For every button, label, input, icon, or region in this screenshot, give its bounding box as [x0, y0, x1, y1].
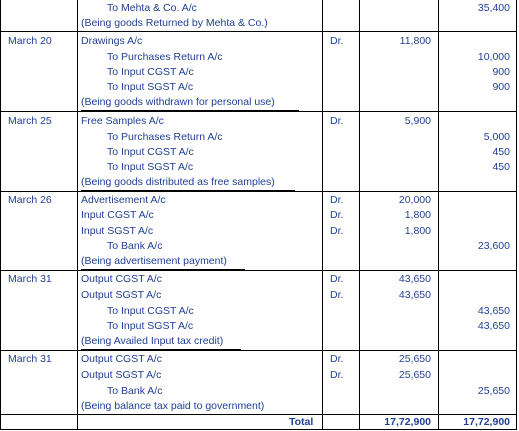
journal-entry	[1, 0, 516, 32]
narration-text: (Being goods withdrawn for personal use)	[81, 95, 299, 111]
journal-entry	[1, 271, 516, 351]
narration-text: (Being Availed Input tax credit)	[81, 334, 241, 350]
narration-text: (Being goods distributed as free samples)	[81, 175, 295, 191]
dr-marker: Dr.	[330, 353, 344, 365]
entry-date: March 31	[8, 353, 52, 365]
particular-text: Free Samples A/c	[81, 115, 164, 127]
debit-amount: 43,650	[398, 273, 431, 285]
particular-text: To Purchases Return A/c	[107, 51, 223, 63]
debit-amount: 43,650	[398, 289, 431, 301]
dr-marker: Dr.	[330, 273, 344, 285]
dr-marker: Dr.	[330, 35, 344, 47]
particular-text: To Input CGST A/c	[107, 146, 194, 158]
credit-amount: 43,650	[477, 320, 510, 332]
narration-text: (Being balance tax paid to government)	[81, 400, 265, 412]
particular-text: Output CGST A/c	[81, 353, 162, 365]
credit-amount: 23,600	[477, 240, 510, 252]
entry-date: March 20	[8, 35, 52, 47]
debit-amount: 5,900	[404, 115, 431, 127]
particular-text: Advertisement A/c	[81, 194, 166, 206]
particular-text: To Input CGST A/c	[107, 66, 194, 78]
credit-amount: 43,650	[477, 305, 510, 317]
credit-amount: 900	[492, 81, 510, 93]
dr-marker: Dr.	[330, 194, 344, 206]
debit-amount: 11,800	[399, 35, 431, 47]
particular-text: To Input SGST A/c	[107, 81, 194, 93]
journal-entry	[1, 112, 516, 192]
particular-text: Input CGST A/c	[81, 209, 154, 221]
credit-amount: 35,400	[477, 2, 510, 14]
entry-date: March 26	[8, 194, 52, 206]
debit-amount: 25,650	[398, 353, 431, 365]
particular-text: Output SGST A/c	[81, 369, 162, 381]
narration-text: (Being goods Returned by Mehta & Co.)	[81, 16, 287, 32]
particular-text: To Purchases Return A/c	[107, 131, 223, 143]
credit-amount: 900	[492, 66, 510, 78]
particular-text: To Bank A/c	[107, 385, 163, 397]
total-credit: 17,72,900	[463, 416, 510, 428]
credit-amount: 450	[492, 146, 510, 158]
credit-amount: 5,000	[483, 131, 510, 143]
journal-entry	[1, 351, 516, 415]
entry-date: March 25	[8, 115, 52, 127]
credit-amount: 10,000	[477, 51, 510, 63]
particular-text: Output SGST A/c	[81, 289, 162, 301]
total-label: Total	[289, 416, 314, 428]
debit-amount: 20,000	[398, 194, 431, 206]
particular-text: Drawings A/c	[81, 35, 143, 47]
particular-text: To Input SGST A/c	[107, 320, 194, 332]
dr-marker: Dr.	[330, 115, 344, 127]
journal-entry	[1, 192, 516, 271]
particular-text: To Input SGST A/c	[107, 161, 194, 173]
dr-marker: Dr.	[330, 369, 344, 381]
particular-text: To Input CGST A/c	[107, 305, 194, 317]
credit-amount: 450	[492, 161, 510, 173]
debit-amount: 25,650	[398, 369, 431, 381]
credit-amount: 25,650	[477, 385, 510, 397]
dr-marker: Dr.	[330, 209, 344, 221]
total-row	[1, 414, 516, 430]
particular-text: Output CGST A/c	[81, 273, 162, 285]
entry-date: March 31	[8, 273, 52, 285]
journal-entry	[1, 32, 516, 112]
narration-text: (Being advertisement payment)	[81, 254, 245, 270]
particular-text: To Mehta & Co. A/c	[107, 2, 197, 14]
debit-amount: 1,800	[404, 225, 431, 237]
debit-amount: 1,800	[404, 209, 431, 221]
dr-marker: Dr.	[330, 289, 344, 301]
particular-text: Input SGST A/c	[81, 225, 154, 237]
total-debit: 17,72,900	[384, 416, 431, 428]
dr-marker: Dr.	[330, 225, 344, 237]
particular-text: To Bank A/c	[107, 240, 163, 252]
